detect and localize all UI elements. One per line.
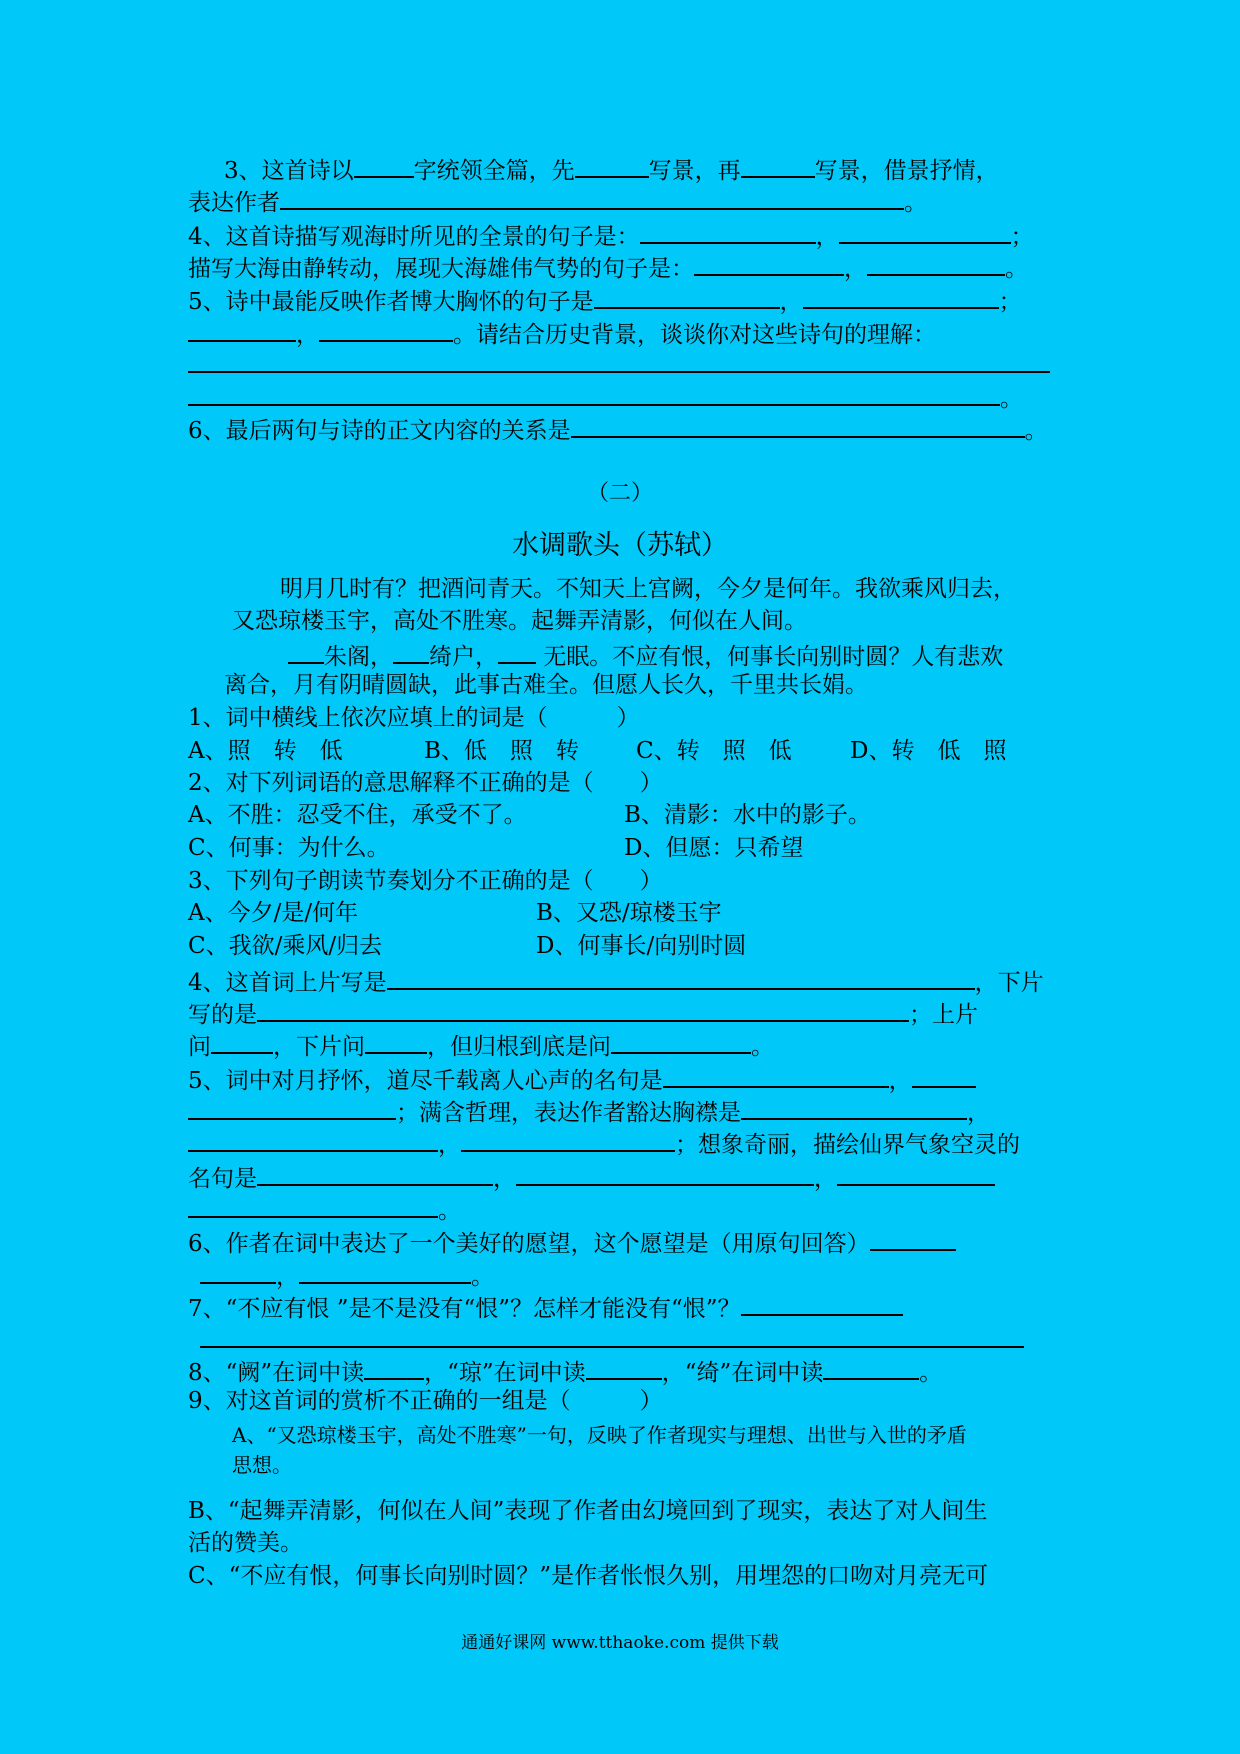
s2-q9: 9、对这首词的赏析不正确的一组是（ ） <box>188 1388 663 1414</box>
punct-period: 。 <box>438 1198 461 1224</box>
q4-line1 <box>188 218 1034 248</box>
q4-blank-4[interactable] <box>867 250 1005 276</box>
punct-comma: ， <box>296 322 319 348</box>
s2-q3-option-a[interactable]: A、今夕/是/何年 <box>188 900 359 926</box>
q3-text-e: 表达作者 <box>188 190 280 216</box>
s2-q5-blank-8[interactable] <box>516 1160 814 1186</box>
s2-q4-blank-2[interactable] <box>257 996 909 1022</box>
s2-q9-option-a-line1[interactable]: A、“又恐琼楼玉宇，高处不胜寒”一句，反映了作者现实与理想、出世与入世的矛盾 <box>232 1423 967 1447</box>
s2-q7-blank-1[interactable] <box>741 1290 903 1316</box>
s2-q5-blank-7[interactable] <box>257 1160 493 1186</box>
answer-line-1[interactable] <box>188 371 1050 373</box>
q4-line2 <box>188 250 1028 280</box>
s2-q1-option-b[interactable]: B、低 照 转 <box>424 738 579 764</box>
s2-q5-blank-4[interactable] <box>741 1094 967 1120</box>
q5-blank-3[interactable] <box>188 316 296 342</box>
s2-q5-line3 <box>188 1126 1020 1156</box>
q3-blank-1[interactable] <box>354 152 414 178</box>
s2-q4-blank-4[interactable] <box>365 1028 427 1054</box>
poem-blank-3[interactable] <box>498 638 536 664</box>
s2-q8-blank-3[interactable] <box>823 1354 919 1380</box>
punct-comma: ， <box>815 224 839 250</box>
punct-comma: ， <box>888 1068 912 1094</box>
s2-q6-blank-2[interactable] <box>200 1258 276 1284</box>
s2-q1: 1、词中横线上依次应填上的词是（ ） <box>188 705 640 731</box>
s2-q9-option-b-line2: 活的赞美。 <box>188 1530 303 1556</box>
s2-q5-text-c: ；想象奇丽，描绘仙界气象空灵的 <box>675 1132 1020 1158</box>
q4-blank-2[interactable] <box>839 218 1011 244</box>
s2-q4-blank-5[interactable] <box>611 1028 751 1054</box>
poem-text-3b: 绮户， <box>429 644 498 670</box>
section-label: （二） <box>586 481 653 506</box>
punct-comma: ， <box>814 1166 837 1192</box>
q6-blank[interactable] <box>571 412 1025 438</box>
poem-line-3 <box>288 638 1003 668</box>
s2-q4-text-c: 写的是 <box>188 1002 257 1028</box>
s2-q6-line1 <box>188 1225 956 1255</box>
s2-q9-option-c-line1[interactable]: C、“不应有恨，何事长向别时圆？”是作者怅恨久别，用埋怨的口吻对月亮无可 <box>188 1563 989 1589</box>
s2-q8-text-c: ，“绮”在词中读 <box>661 1360 824 1386</box>
q6-text: 6、最后两句与诗的正文内容的关系是 <box>188 418 571 444</box>
punct-period: 。 <box>471 1264 494 1290</box>
s2-q9-option-a-line2: 思想。 <box>232 1453 292 1477</box>
punct-comma: ， <box>844 256 867 282</box>
poem-blank-2[interactable] <box>393 638 429 664</box>
q4-text-a: 4、这首诗描写观海时所见的全景的句子是： <box>188 224 640 250</box>
s2-q5-line1 <box>188 1062 976 1092</box>
q3-blank-4[interactable] <box>280 184 904 210</box>
punct-comma: ， <box>438 1132 461 1158</box>
poem-blank-1[interactable] <box>288 638 324 664</box>
q6-line <box>188 412 1048 442</box>
punct-period: 。 <box>1005 256 1028 282</box>
s2-q5-line4 <box>188 1160 995 1190</box>
s2-q2-option-d[interactable]: D、但愿：只希望 <box>624 835 804 861</box>
answer-line-2[interactable] <box>188 380 1000 406</box>
punct-semicolon: ； <box>998 289 1022 315</box>
s2-q4-text-e: 问 <box>188 1034 211 1060</box>
q5-line2 <box>188 316 936 346</box>
footer-text: 通通好课网 www.tthaoke.com 提供下载 <box>461 1633 779 1653</box>
s2-q4-blank-3[interactable] <box>211 1028 273 1054</box>
punct-comma: ， <box>967 1100 990 1126</box>
s2-q4-blank-1[interactable] <box>387 964 975 990</box>
s2-q8-text-a: 8、“阙”在词中读 <box>188 1360 365 1386</box>
s2-q7-answer-line[interactable] <box>200 1346 1024 1348</box>
s2-q4-line1 <box>188 964 1044 994</box>
s2-q4-line2 <box>188 996 978 1026</box>
punct-comma: ， <box>493 1166 516 1192</box>
s2-q2-option-b[interactable]: B、清影：水中的影子。 <box>624 802 871 828</box>
q4-blank-1[interactable] <box>640 218 816 244</box>
punct-period: 。 <box>751 1034 774 1060</box>
q4-text-b: 描写大海由静转动，展现大海雄伟气势的句子是： <box>188 256 694 282</box>
s2-q3-option-c[interactable]: C、我欲/乘风/归去 <box>188 933 383 959</box>
s2-q5-blank-2[interactable] <box>912 1062 976 1088</box>
s2-q5-blank-5[interactable] <box>188 1126 438 1152</box>
q3-text-d: 写景，借景抒情， <box>814 158 999 184</box>
s2-q3: 3、下列句子朗读节奏划分不正确的是（ ） <box>188 868 663 894</box>
punct-period: 。 <box>1024 418 1048 444</box>
poem-line-1: 明月几时有？把酒问青天。不知天上宫阙，今夕是何年。我欲乘风归去， <box>280 576 1016 602</box>
s2-q5-blank-3[interactable] <box>188 1094 396 1120</box>
s2-q3-option-b[interactable]: B、又恐/琼楼玉宇 <box>536 900 722 926</box>
q5-text-a: 5、诗中最能反映作者博大胸怀的句子是 <box>188 289 594 315</box>
s2-q6-line2 <box>200 1258 494 1288</box>
s2-q6-blank-1[interactable] <box>870 1225 956 1251</box>
s2-q8-text-b: ，“琼”在词中读 <box>424 1360 586 1386</box>
s2-q2-option-c[interactable]: C、何事：为什么。 <box>188 835 390 861</box>
s2-q7-line <box>188 1290 903 1320</box>
s2-q5-text-b: ；满含哲理，表达作者豁达胸襟是 <box>396 1100 741 1126</box>
s2-q4-text-g: ，但归根到底是问 <box>427 1034 611 1060</box>
punct-comma: ， <box>276 1264 299 1290</box>
s2-q3-option-d[interactable]: D、何事长/向别时圆 <box>536 933 747 959</box>
s2-q4-line3 <box>188 1028 774 1058</box>
q3-blank-3[interactable] <box>741 152 815 178</box>
answer-line-2-row <box>188 380 1023 410</box>
s2-q4-text-f: ，下片问 <box>273 1034 365 1060</box>
s2-q5-blank-1[interactable] <box>663 1062 889 1088</box>
poem-title: 水调歌头（苏轼） <box>512 530 728 561</box>
s2-q5-blank-6[interactable] <box>461 1126 675 1152</box>
q5-text-b: 。请结合历史背景，谈谈你对这些诗句的理解： <box>453 322 936 348</box>
s2-q6-blank-3[interactable] <box>299 1258 471 1284</box>
s2-q5-text-a: 5、词中对月抒怀，道尽千载离人心声的名句是 <box>188 1068 663 1094</box>
s2-q4-text-b: ，下片 <box>974 970 1044 996</box>
q3-text-a: 3、这首诗以 <box>224 158 354 184</box>
s2-q8-blank-1[interactable] <box>364 1354 424 1380</box>
punct-semicolon: ； <box>1010 224 1034 250</box>
q3-line2 <box>188 184 927 214</box>
q4-blank-3[interactable] <box>694 250 844 276</box>
q3-line1 <box>224 152 999 182</box>
s2-q5-line2 <box>188 1094 990 1124</box>
s2-q1-option-a[interactable]: A、照 转 低 <box>188 738 343 764</box>
punct-period: 。 <box>904 190 927 216</box>
punct-period: 。 <box>1000 386 1023 412</box>
poem-text-3a: 朱阁， <box>324 644 393 670</box>
poem-text-3c: 无眠。不应有恨，何事长向别时圆？人有悲欢 <box>536 644 1004 670</box>
q3-blank-2[interactable] <box>575 152 649 178</box>
s2-q1-option-d[interactable]: D、转 低 照 <box>850 738 1007 764</box>
punct-period: 。 <box>919 1360 943 1386</box>
q5-blank-2[interactable] <box>803 283 999 309</box>
s2-q9-option-b-line1[interactable]: B、“起舞弄清影，何似在人间”表现了作者由幻境回到了现实，表达了对人间生 <box>188 1498 988 1524</box>
s2-q2: 2、对下列词语的意思解释不正确的是（ ） <box>188 770 663 796</box>
s2-q8-line <box>188 1354 942 1384</box>
q5-blank-4[interactable] <box>319 316 453 342</box>
q5-blank-1[interactable] <box>594 283 780 309</box>
s2-q4-text-d: ；上片 <box>909 1002 978 1028</box>
s2-q5-blank-10[interactable] <box>188 1192 438 1218</box>
s2-q6-text: 6、作者在词中表达了一个美好的愿望，这个愿望是（用原句回答） <box>188 1231 870 1257</box>
s2-q5-text-d: 名句是 <box>188 1166 257 1192</box>
punct-comma: ， <box>779 289 803 315</box>
q3-text-b: 字统领全篇，先 <box>413 158 575 184</box>
q3-text-c: 写景，再 <box>648 158 741 184</box>
s2-q2-option-a[interactable]: A、不胜：忍受不住，承受不了。 <box>188 802 527 828</box>
s2-q8-blank-2[interactable] <box>586 1354 662 1380</box>
s2-q5-blank-9[interactable] <box>837 1160 995 1186</box>
s2-q5-line5 <box>188 1192 461 1222</box>
s2-q1-option-c[interactable]: C、转 照 低 <box>636 738 792 764</box>
s2-q4-text-a: 4、这首词上片写是 <box>188 970 387 996</box>
poem-line-4: 离合，月有阴晴圆缺，此事古难全。但愿人长久，千里共长娟。 <box>224 672 868 698</box>
s2-q7-text: 7、“不应有恨 ”是不是没有“恨”？怎样才能没有“恨”？ <box>188 1296 741 1322</box>
q5-line1 <box>188 283 1022 313</box>
poem-line-2: 又恐琼楼玉宇，高处不胜寒。起舞弄清影，何似在人间。 <box>232 608 807 634</box>
